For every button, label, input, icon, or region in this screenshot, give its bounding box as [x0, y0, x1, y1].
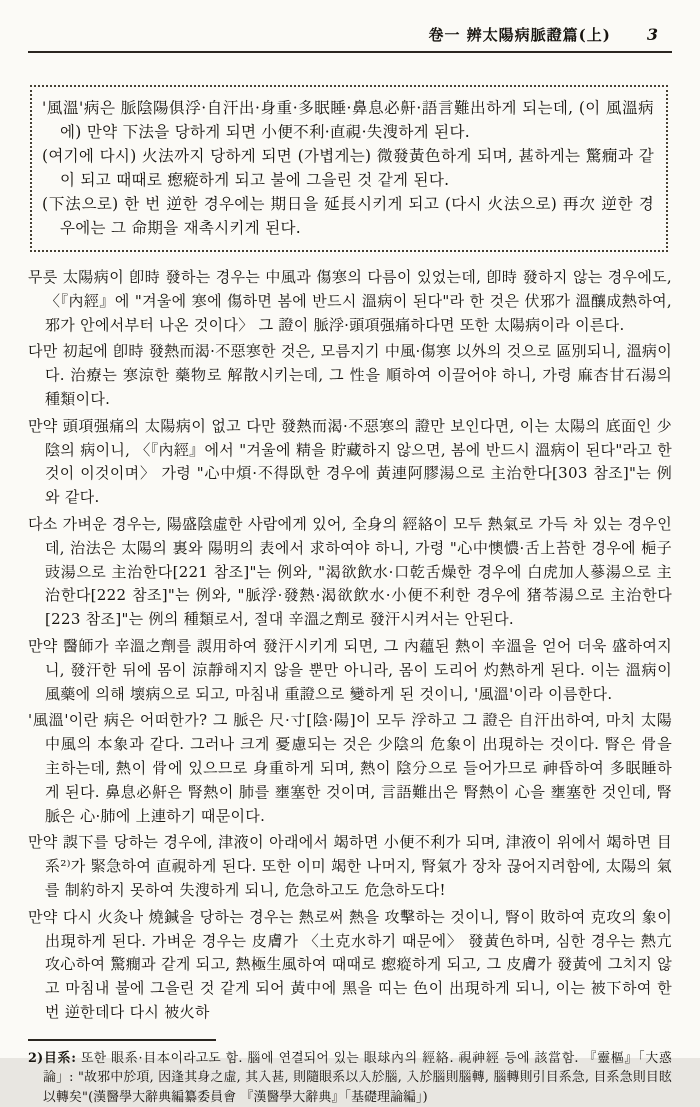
body-paragraph: '風溫'이란 病은 어떠한가? 그 脈은 尺·寸[陰·陽]이 모두 浮하고 그 證은 自汗出하여, 마치 太陽中風의 本象과 같다. 그러나 크게 憂慮되는 것은 少陰의 危象이 出現하는 것이다. 腎은 骨을 主하는데, 熱이 骨에 있으므로 身重하게 되며, 熱이 陰分으로 들어가므로 神昏하여 多眠睡하게 된다. 鼻息必鼾은 腎熱이 肺를 壅塞한 것이며, 言語難出은 腎熱이 心을 壅塞한 것인데, 腎脈은 心·肺에 上連하기 때문이다.: [28, 711, 672, 825]
body-paragraph: 만약 다시 火灸나 燒鍼을 당하는 경우는 熱로써 熱을 攻擊하는 것이니, 腎이 敗하여 克攻의 象이 出現하게 된다. 가벼운 경우는 皮膚가 〈土克水하기 때문에〉 發黃色하며, 심한 경우는 熱亢攻心하여 驚癇과 같게 되고, 熱極生風하여 때때로 瘛瘲하게 되고, 그 皮膚가 發黃에 그치지 않고 마침내 불에 그을린 것 같게 되어 黃中에 黑을 띠는 色이 出現하게 되니, 이는 被下하여 한 번 逆한데다 다시 被火하: [28, 907, 672, 1021]
chapter-title: 卷一 辨太陽病脈證篇(上): [428, 26, 611, 44]
footnote: [28, 1049, 672, 1107]
footnote-marker: 2)目系:: [28, 1050, 77, 1066]
footnote-text: 또한 眼系·目本이라고도 함. 腦에 연결되어 있는 眼球內의 經絡. 視神經 등에 該當함. 『靈樞』「大惑論」: "故邪中於項, 因逢其身之虛, 其入甚, 則隨眼系以入於腦, 入於腦則腦轉, 腦轉則引目系急, 目系急則目眩以轉矣"(漢醫學大辭典編纂委員會 『漢醫學大辭典』「基礎理論編」): [43, 1050, 672, 1105]
quote-box-paragraph: (下法으로) 한 번 逆한 경우에는 期日을 延長시키게 되고 (다시 火法으로) 再次 逆한 경우에는 그 命期을 재촉시키게 된다.: [42, 195, 654, 237]
footnote-divider: [28, 1039, 216, 1041]
commentary-section: [28, 266, 672, 1025]
page-header: [28, 18, 672, 51]
classic-text-box: [30, 85, 668, 252]
body-paragraph: 다만 初起에 卽時 發熱而渴·不惡寒한 것은, 모름지기 中風·傷寒 以外의 것으로 區別되니, 溫病이다. 治療는 寒涼한 藥物로 解散시키는데, 그 性을 順하여 이끌어야 하니, 가령 麻杏甘石湯의 種類이다.: [28, 342, 672, 408]
page-number: 3: [646, 25, 658, 44]
header-divider: [28, 51, 672, 53]
body-paragraph: 다소 가벼운 경우는, 陽盛陰虛한 사람에게 있어, 全身의 經絡이 모두 熱氣로 가득 차 있는 경우인데, 治法은 太陽의 裏와 陽明의 表에서 求하여야 하니, 가령 "心中懊憹·舌上苔한 경우에 梔子豉湯으로 主治한다[221 참조]"는 例와, "渴欲飲水·口乾舌燥한 경우에 白虎加人蔘湯으로 主治한다[222 참조]"는 例와, "脈浮·發熱·渴欲飲水·小便不利한 경우에 猪苓湯으로 主治한다[223 참조]"는 例의 種類로서, 절대 辛溫之劑로 發汗시켜서는 안된다.: [28, 514, 672, 629]
body-paragraph: 만약 頭項强痛의 太陽病이 없고 다만 發熱而渴·不惡寒의 證만 보인다면, 이는 太陽의 底面인 少陰의 病이니, 〈『內經』에서 "겨울에 精을 貯藏하지 않으면, 봄에 반드시 溫病이 된다"라고 한 것이 이것이며〉 가령 "心中煩·不得臥한 경우에 黃連阿膠湯으로 主治한다[303 참조]"는 例와 같다.: [28, 416, 672, 507]
body-paragraph: 무릇 太陽病이 卽時 發하는 경우는 中風과 傷寒의 다름이 있었는데, 卽時 發하지 않는 경우에도, 〈『內經』에 "겨울에 寒에 傷하면 봄에 반드시 溫病이 된다"라 한 것은 伏邪가 溫釀成熱하여, 邪가 안에서부터 나온 것이다〉 그 證이 脈浮·頭項强痛하다면 또한 太陽病이라 이른다.: [28, 268, 672, 334]
quote-box-paragraph: (여기에 다시) 火法까지 당하게 되면 (가볍게는) 微發黃色하게 되며, 甚하게는 驚癇과 같이 되고 때때로 瘛瘲하게 되고 불에 그을린 것 같게 된다.: [42, 147, 654, 189]
quote-box-paragraph: '風溫'病은 脈陰陽俱浮·自汗出·身重·多眠睡·鼻息必鼾·語言難出하게 되는데, (이 風溫病에) 만약 下法을 당하게 되면 小便不利·直視·失溲하게 된다.: [42, 99, 654, 141]
body-paragraph: 만약 誤下를 당하는 경우에, 津液이 아래에서 竭하면 小便不利가 되며, 津液이 위에서 竭하면 目系²⁾가 緊急하여 直視하게 된다. 또한 이미 竭한 나머지, 腎氣가 장차 끊어지려함에, 太陽의 氣를 制約하지 못하여 失溲하게 되니, 危急하고도 危急하도다!: [28, 833, 672, 899]
body-paragraph: 만약 醫師가 辛溫之劑를 誤用하여 發汗시키게 되면, 그 內蘊된 熱이 辛溫을 얻어 더욱 盛하여지니, 發汗한 뒤에 몸이 涼靜해지지 않을 뿐만 아니라, 몸이 도리어 灼熱하게 된다. 이는 溫病이 風藥에 의해 壞病으로 되고, 마침내 重證으로 變하게 된 것이니, '風溫'이라 이름한다.: [28, 636, 672, 703]
footnote-area: [28, 1039, 672, 1107]
